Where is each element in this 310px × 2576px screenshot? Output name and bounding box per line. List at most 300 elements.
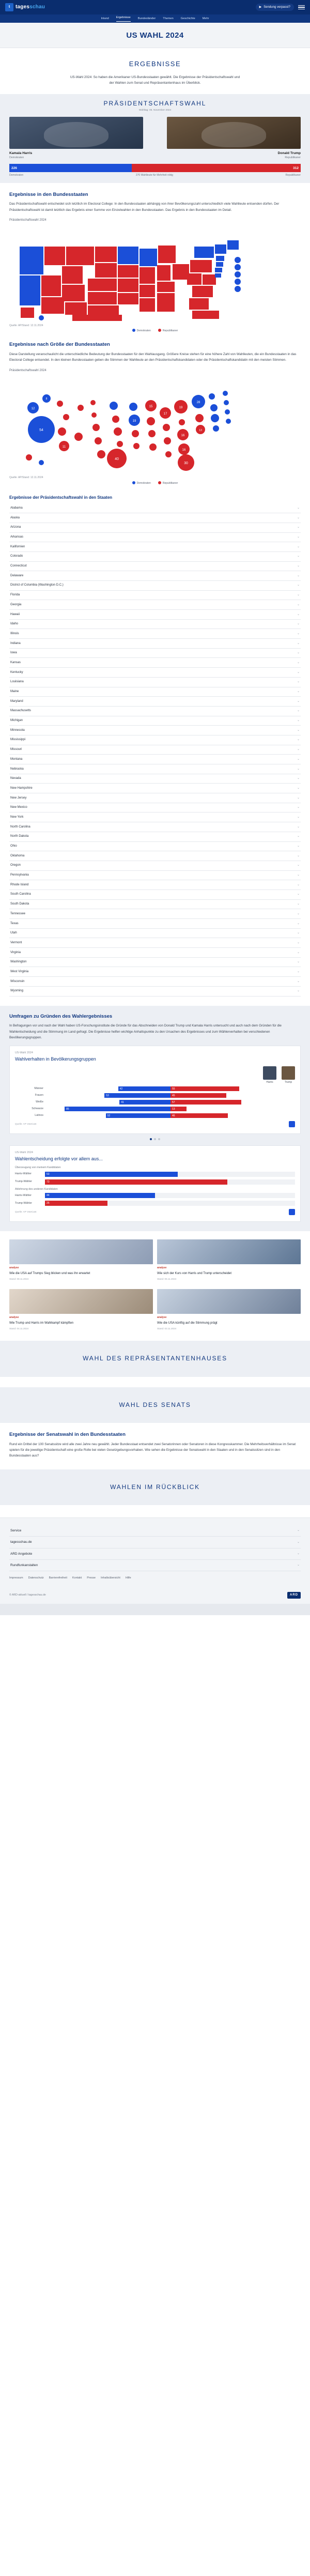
state-name: Iowa: [10, 651, 17, 655]
results-title: ERGEBNISSE: [129, 59, 181, 68]
survey-issue-value: 73: [47, 1180, 50, 1184]
survey-bar-rep-value: 13: [172, 1108, 175, 1111]
survey-issue-row: [15, 1172, 295, 1177]
house-section: [0, 1341, 310, 1376]
bubble-map-heading: Ergebnisse nach Größe der Bundesstaaten: [9, 342, 110, 348]
chevron-down-icon: ⌄: [297, 612, 300, 616]
state-accordion-item[interactable]: [9, 716, 301, 726]
state-name: Kansas: [10, 661, 21, 664]
state-name: New Mexico: [10, 806, 27, 809]
survey-bar-rep: [171, 1113, 228, 1118]
survey-bar-rep-wrap: [171, 1093, 295, 1098]
presidential-block: [0, 94, 310, 183]
state-accordion-item[interactable]: [9, 909, 301, 919]
chevron-down-icon: ⌄: [297, 960, 300, 964]
surveys-section: [0, 1006, 310, 1232]
chevron-down-icon: ⌄: [297, 690, 300, 694]
state-accordion-item[interactable]: [9, 513, 301, 523]
svg-text:8: 8: [45, 397, 48, 401]
footer-item-rundfunkanstalten[interactable]: [9, 1560, 301, 1571]
chevron-down-icon: ⌄: [297, 912, 300, 915]
survey-group-bars: [46, 1107, 295, 1111]
footer-link[interactable]: Hilfe: [125, 1576, 131, 1580]
state-name: New York: [10, 815, 24, 819]
candidate-photo: [167, 117, 301, 149]
teaser-meta: Stand: 04.11.2024: [9, 1327, 29, 1330]
bubble-map-section: [0, 341, 310, 485]
state-accordion-item[interactable]: [9, 552, 301, 562]
state-name: North Dakota: [10, 835, 29, 838]
survey-bar-dem-value: 42: [119, 1087, 123, 1091]
state-name: Louisiana: [10, 680, 24, 684]
footer-link[interactable]: Presse: [87, 1576, 96, 1580]
footer-item-label: Rundfunkanstalten: [10, 1563, 38, 1567]
survey-kicker: US-Wahl 2024: [15, 1151, 33, 1155]
state-accordion-item[interactable]: [9, 620, 301, 630]
state-name: Missouri: [10, 748, 22, 752]
state-accordion-item[interactable]: [9, 697, 301, 707]
candidate-party: Republikaner: [285, 156, 301, 159]
survey-issue-track: [45, 1193, 295, 1198]
chevron-down-icon: ⌄: [297, 757, 300, 761]
state-accordion-item[interactable]: [9, 571, 301, 581]
brand[interactable]: [5, 3, 45, 11]
survey-issue-row: [15, 1201, 295, 1206]
chevron-down-icon: ⌄: [297, 709, 300, 713]
state-name: Delaware: [10, 574, 24, 577]
state-accordion-item[interactable]: [9, 967, 301, 977]
survey-bar-dem: [119, 1100, 171, 1105]
legend-dem: Demokraten: [9, 174, 24, 177]
survey-bar-dem-value: 41: [121, 1101, 124, 1105]
svg-text:15: 15: [149, 405, 153, 409]
teaser-title: Wie sich der Kurs von Harris und Trump unterscheidet: [157, 1271, 232, 1275]
state-name: Hawaii: [10, 612, 20, 616]
chevron-down-icon: ⌄: [297, 854, 300, 857]
chevron-down-icon: ⌄: [297, 786, 300, 790]
survey-bar-rep-value: 45: [172, 1094, 175, 1098]
survey-issue-fill: [45, 1179, 227, 1185]
top-bar: [0, 0, 310, 14]
state-accordion-item[interactable]: [9, 900, 301, 910]
state-accordion-item[interactable]: [9, 977, 301, 987]
teaser-card[interactable]: [9, 1239, 153, 1281]
state-accordion-item[interactable]: [9, 890, 301, 900]
chevron-down-icon: ⌄: [297, 738, 300, 742]
brand-primary: tages: [16, 4, 30, 10]
state-accordion-item[interactable]: [9, 562, 301, 572]
survey-issue-row: [15, 1193, 295, 1198]
state-accordion-item[interactable]: [9, 668, 301, 678]
state-accordion-item[interactable]: [9, 726, 301, 735]
state-accordion-item[interactable]: [9, 745, 301, 755]
state-accordion-item[interactable]: [9, 764, 301, 774]
surveys-text: In Befragungen vor und nach der Wahl haben US-Forschungsinstitute die Gründe für das Abschneiden von Donald Trump und Kamala Harris untersucht und auch nach dem Gründen für die Wahlentscheidung und die Stimmung im Land gefragt. Die Ergebnisse helfen wichtige Anhaltspunkte zu den Ursachen des Ergebnisses und zum Wählerverhalten bei verschiedenen Bevölkerungsgruppen.: [9, 1024, 282, 1039]
state-name: Oklahoma: [10, 854, 25, 857]
survey-footer: [15, 1209, 295, 1215]
legend-item-dem: Demokraten: [132, 481, 151, 485]
survey-bar-dem-value: 85: [66, 1108, 69, 1111]
results-section: [0, 59, 310, 86]
state-accordion-item[interactable]: [9, 755, 301, 764]
chevron-down-icon: ⌄: [297, 1540, 300, 1544]
state-accordion-item[interactable]: [9, 948, 301, 958]
mini-candidate-harris: [263, 1066, 276, 1084]
survey-group-bars: [46, 1086, 295, 1091]
state-name: Washington: [10, 960, 27, 964]
house-title: WAHL DES REPRÄSENTANTENHAUSES: [83, 1355, 227, 1362]
survey-bar-dem: [65, 1107, 171, 1111]
chevron-down-icon: ⌄: [297, 593, 300, 597]
state-accordion-item[interactable]: [9, 987, 301, 996]
teaser-image: [157, 1239, 301, 1264]
state-accordion-item[interactable]: [9, 832, 301, 842]
survey-group-label: Frauen: [35, 1094, 43, 1097]
state-accordion-item[interactable]: [9, 793, 301, 803]
states-map-heading: Ergebnisse in den Bundesstaaten: [9, 191, 88, 197]
footer-item-ard-angebote[interactable]: [9, 1548, 301, 1560]
footer-item-label: Service: [10, 1529, 22, 1533]
chevron-down-icon: ⌄: [297, 584, 300, 587]
survey-issue-fill: [45, 1172, 178, 1177]
state-name: Michigan: [10, 719, 23, 723]
article-teasers-row-2: [0, 1281, 310, 1330]
chevron-down-icon: ⌄: [297, 748, 300, 752]
state-name: Indiana: [10, 641, 21, 645]
state-name: Connecticut: [10, 564, 27, 568]
state-accordion-item[interactable]: [9, 822, 301, 832]
footer-link[interactable]: Kontakt: [72, 1576, 82, 1580]
survey-bar-rep-value: 57: [172, 1101, 175, 1105]
page-title: US WAHL 2024: [126, 31, 184, 40]
legend-item-rep: Republikaner: [158, 481, 178, 485]
ard-logo: ARD: [287, 1592, 301, 1599]
candidate-name: Donald Trump: [277, 151, 301, 156]
legend-item-dem: Demokraten: [132, 329, 151, 333]
survey-issue-value: 44: [47, 1194, 50, 1198]
chevron-down-icon: ⌄: [297, 767, 300, 771]
main-nav: [0, 14, 310, 23]
state-accordion-item[interactable]: [9, 812, 301, 822]
nav-item-themen[interactable]: Themen: [163, 17, 174, 20]
state-name: Ohio: [10, 845, 17, 848]
candidate-thumb-label: Trump: [284, 1081, 292, 1084]
chevron-down-icon: ⌄: [297, 902, 300, 906]
carousel-dot-1[interactable]: [150, 1138, 152, 1140]
state-results-list: [0, 495, 310, 996]
survey-group-bars: [46, 1113, 295, 1118]
state-accordion-item[interactable]: [9, 503, 301, 513]
states-map-section: [0, 191, 310, 333]
carousel-dot-3[interactable]: [158, 1138, 160, 1140]
footer: [0, 1517, 310, 1604]
nav-item-ergebnisse[interactable]: Ergebnisse: [116, 16, 131, 21]
state-name: Montana: [10, 757, 23, 761]
chevron-down-icon: ⌄: [297, 719, 300, 723]
us-state-map[interactable]: [9, 226, 301, 322]
chevron-down-icon: ⌄: [297, 622, 300, 626]
survey-bar-rep: [171, 1107, 187, 1111]
presidential-title: PRÄSIDENTSCHAFTSWAHL: [103, 100, 207, 107]
teaser-card[interactable]: [9, 1289, 153, 1330]
survey-card-groups: [9, 1046, 301, 1134]
carousel-dot-2[interactable]: [154, 1138, 156, 1140]
footer-link[interactable]: Inhaltsübersicht: [101, 1576, 120, 1580]
survey-bar-dem-wrap: [46, 1113, 171, 1118]
svg-text:17: 17: [163, 412, 167, 416]
svg-text:16: 16: [182, 449, 186, 452]
state-accordion-item[interactable]: [9, 803, 301, 813]
state-name: New Hampshire: [10, 786, 33, 790]
footer-item-label: ARD Angebote: [10, 1552, 33, 1556]
teaser-card[interactable]: [157, 1239, 301, 1281]
teaser-meta: Stand: 08.11.2024: [9, 1277, 29, 1280]
candidate-thumb: [282, 1066, 295, 1080]
state-accordion-item[interactable]: [9, 533, 301, 543]
teaser-kicker: analyse: [157, 1266, 167, 1270]
bubble-map-legend: [9, 481, 301, 485]
state-name: Idaho: [10, 622, 19, 626]
survey-group-label: Männer: [34, 1087, 43, 1091]
teaser-image: [157, 1289, 301, 1314]
footer-link[interactable]: Impressum: [9, 1576, 23, 1580]
candidate-row: [9, 117, 301, 160]
us-map-svg: [9, 226, 301, 322]
teaser-kicker: analyse: [9, 1316, 19, 1320]
chevron-down-icon: ⌄: [297, 806, 300, 809]
nav-item-bundeslaender[interactable]: Bundesländer: [137, 17, 156, 20]
survey-rows-conviction: [15, 1172, 295, 1185]
survey-bar-rep-value: 55: [172, 1087, 175, 1091]
chevron-down-icon: ⌄: [297, 728, 300, 732]
svg-text:12: 12: [31, 407, 35, 411]
teaser-card[interactable]: [157, 1289, 301, 1330]
bubble-map-source: Quelle: AP/Stand: 12.11.2024: [9, 476, 43, 480]
chevron-down-icon: ⌄: [297, 680, 300, 684]
chevron-down-icon: ⌄: [297, 796, 300, 800]
chevron-down-icon: ⌄: [297, 989, 300, 993]
state-accordion: [9, 503, 301, 996]
state-accordion-item[interactable]: [9, 649, 301, 658]
carousel-dots[interactable]: [9, 1138, 301, 1140]
chevron-down-icon: ⌄: [297, 574, 300, 577]
survey-issue-label: Trump-Wähler: [15, 1201, 32, 1205]
teaser-title: Wie die USA künftig auf die Stimmung prägt: [157, 1321, 218, 1325]
footer-item-label: tagesschau.de: [10, 1540, 32, 1544]
state-name: Oregon: [10, 864, 21, 867]
chevron-down-icon: ⌄: [297, 922, 300, 925]
state-name: Minnesota: [10, 728, 25, 732]
bubble-map-text: Diese Darstellung veranschaulicht die unterschiedliche Bedeutung der Bundesstaaten für den Wahlausgang. Größere Kreise stehen für eine höhere Zahl von Wahlleuten, die ein Bundesstaaten in das Electoral College entsendet. In den kleinen Bundesstaaten geben die Stimmen der Wahlleute an den Präsidentschaftskandidaten oder die Präsidentschaftskandidatin mit den meisten Stimmen.: [9, 352, 297, 362]
state-name: Kentucky: [10, 670, 23, 674]
state-name: Utah: [10, 931, 17, 935]
chevron-down-icon: ⌄: [297, 864, 300, 867]
state-name: Massachusetts: [10, 709, 32, 713]
survey-candidate-heads: [15, 1066, 295, 1084]
state-accordion-item[interactable]: [9, 929, 301, 939]
state-accordion-item[interactable]: [9, 581, 301, 591]
survey-group-label: Latinos: [35, 1114, 43, 1117]
state-accordion-item[interactable]: [9, 542, 301, 552]
state-name: Georgia: [10, 603, 22, 606]
state-name: South Carolina: [10, 893, 31, 896]
state-name: Kalifornien: [10, 545, 25, 548]
survey-issue-label: Harris-Wähler: [15, 1172, 32, 1176]
electoral-bar-dem: 226: [9, 164, 132, 172]
survey-group-row: [15, 1107, 295, 1111]
svg-text:11: 11: [62, 446, 66, 449]
survey-group-row: [15, 1086, 295, 1091]
teaser-kicker: analyse: [9, 1266, 19, 1270]
survey-group-row: [15, 1100, 295, 1105]
chevron-down-icon: ⌄: [297, 825, 300, 829]
state-name: Tennessee: [10, 912, 26, 915]
state-name: Virginia: [10, 950, 21, 954]
teaser-image: [9, 1289, 153, 1314]
state-name: Illinois: [10, 632, 19, 635]
survey-subhead-1: Überzeugung von meinem Kandidaten: [15, 1166, 61, 1170]
chevron-down-icon: ⌄: [297, 845, 300, 848]
survey-issue-label: Harris-Wähler: [15, 1193, 32, 1197]
survey-bar-rep: [171, 1100, 241, 1105]
state-accordion-item[interactable]: [9, 678, 301, 687]
state-accordion-item[interactable]: [9, 851, 301, 861]
footer-copyright: © ARD-aktuell / tagesschau.de: [9, 1593, 46, 1597]
share-icon[interactable]: [289, 1209, 295, 1215]
teaser-meta: Stand: 03.11.2024: [157, 1327, 177, 1330]
state-accordion-item[interactable]: [9, 919, 301, 929]
footer-item-service[interactable]: [9, 1525, 301, 1537]
state-name: Pennsylvania: [10, 873, 29, 877]
state-accordion-item[interactable]: [9, 523, 301, 533]
teaser-title: Wie Trump und Harris im Wahlkampf kämpften: [9, 1321, 74, 1325]
survey-group-bars: [46, 1093, 295, 1098]
svg-text:28: 28: [196, 401, 200, 405]
chevron-down-icon: ⌄: [297, 555, 300, 558]
teaser-kicker: analyse: [157, 1316, 167, 1320]
state-name: Nebraska: [10, 767, 24, 771]
us-bubble-map[interactable]: [9, 376, 301, 474]
candidate-photo: [9, 117, 143, 149]
survey-bar-rep: [171, 1086, 239, 1091]
survey-issue-value: 53: [47, 1172, 50, 1176]
survey-bar-rep-wrap: [171, 1100, 295, 1105]
state-name: Arizona: [10, 526, 21, 529]
survey-group-label: Schwarze: [32, 1107, 43, 1111]
survey-kicker: US-Wahl 2024: [15, 1051, 33, 1055]
survey-issue-row: [15, 1179, 295, 1185]
survey-bar-rep-wrap: [171, 1113, 295, 1118]
footer-spacer: [0, 1604, 310, 1615]
state-accordion-item[interactable]: [9, 687, 301, 697]
footer-links: [9, 1576, 301, 1581]
state-accordion-item[interactable]: [9, 842, 301, 852]
nav-item-inland[interactable]: Inland: [101, 17, 109, 20]
state-accordion-item[interactable]: [9, 591, 301, 601]
teaser-image: [9, 1239, 153, 1264]
state-accordion-item[interactable]: [9, 639, 301, 649]
candidate-party: Demokraten: [9, 156, 24, 159]
survey-bar-rep-value: 46: [172, 1114, 175, 1118]
majority-note: 270 Wahlleute für Mehrheit nötig: [135, 174, 173, 177]
legend-item-rep: Republikaner: [158, 329, 178, 333]
survey-issue-label: Trump-Wähler: [15, 1180, 32, 1184]
survey-bar-dem: [104, 1093, 171, 1098]
chevron-down-icon: ⌄: [297, 941, 300, 944]
hamburger-icon[interactable]: [298, 5, 305, 10]
nav-item-mehr[interactable]: Mehr: [202, 17, 209, 20]
chevron-down-icon: ⌄: [297, 950, 300, 954]
state-accordion-item[interactable]: [9, 958, 301, 968]
state-accordion-item[interactable]: [9, 938, 301, 948]
chevron-down-icon: ⌄: [297, 603, 300, 606]
state-accordion-item[interactable]: [9, 784, 301, 793]
share-icon[interactable]: [289, 1121, 295, 1127]
survey-bar-rep-wrap: [171, 1086, 295, 1091]
svg-text:19: 19: [132, 420, 136, 423]
electoral-bar-legend: [9, 174, 301, 182]
state-accordion-item[interactable]: [9, 658, 301, 668]
state-accordion-item[interactable]: [9, 600, 301, 610]
survey-bar-dem-wrap: [46, 1107, 171, 1111]
chevron-down-icon: ⌄: [297, 699, 300, 703]
nav-item-geschichte[interactable]: Geschichte: [180, 17, 195, 20]
state-name: Vermont: [10, 941, 22, 944]
state-accordion-item[interactable]: [9, 610, 301, 620]
teaser-meta: Stand: 06.11.2024: [157, 1277, 177, 1280]
chevron-down-icon: ⌄: [297, 1563, 300, 1567]
state-accordion-item[interactable]: [9, 774, 301, 784]
state-name: North Carolina: [10, 825, 30, 829]
chevron-down-icon: ⌄: [297, 651, 300, 655]
legend-rep: Republikaner: [285, 174, 301, 177]
state-name: Nevada: [10, 777, 21, 780]
candidate-thumb-label: Harris: [266, 1081, 273, 1084]
state-name: Florida: [10, 593, 20, 597]
article-teasers-row-1: [0, 1231, 310, 1281]
state-name: District of Columbia (Washington D.C.): [10, 584, 64, 587]
senate-heading: Ergebnisse der Senatswahl in den Bundesstaaten: [9, 1431, 126, 1437]
state-accordion-item[interactable]: [9, 629, 301, 639]
missed-broadcast-label: Sendung verpasst?: [264, 5, 290, 9]
state-name: New Jersey: [10, 796, 27, 800]
state-accordion-item[interactable]: [9, 707, 301, 716]
survey-footer: [15, 1121, 295, 1127]
survey-title: Wahlentscheidung erfolgte vor allem aus...: [15, 1156, 103, 1162]
survey-issue-track: [45, 1179, 295, 1185]
missed-broadcast-button[interactable]: [256, 4, 294, 11]
footer-item-tagesschau[interactable]: [9, 1537, 301, 1548]
state-accordion-item[interactable]: [9, 735, 301, 745]
states-map-text: Das Präsidentschaftswahl entscheidet sich letztlich im Electoral College: In den Bundesstaaten abhängig von ihrer Bevölkerungszahl unterschiedlich viele Wahlleute entsenden dürfen. Der Präsidentschaftswahl ist damit letztlich das Ergebnis einer Summe von Einzelwahlen in den Bundesstaaten. Das Ergebnis in den Bundesstaaten im Detail.: [9, 202, 280, 212]
footer-bottom: [9, 1588, 301, 1599]
survey-group-label: Weiße: [36, 1100, 43, 1104]
states-map-label: Präsidentschaftswahl 2024: [9, 219, 47, 222]
state-list-title: Ergebnisse der Präsidentschaftswahl in den Staaten: [9, 495, 113, 500]
chevron-down-icon: ⌄: [297, 1552, 300, 1555]
footer-link[interactable]: Datenschutz: [28, 1576, 44, 1580]
state-accordion-item[interactable]: [9, 861, 301, 871]
state-accordion-item[interactable]: [9, 880, 301, 890]
survey-rows-rejection: [15, 1193, 295, 1206]
presidential-subtitle: Wahltag: 05. November 2024: [138, 109, 172, 112]
state-name: Arkansas: [10, 535, 24, 539]
state-accordion-item[interactable]: [9, 871, 301, 881]
state-name: Alaska: [10, 516, 20, 519]
surveys-heading: Umfragen zu Gründen des Wahlergebnisses: [9, 1013, 113, 1019]
footer-link[interactable]: Barrierefreiheit: [49, 1576, 67, 1580]
chevron-down-icon: ⌄: [297, 545, 300, 548]
